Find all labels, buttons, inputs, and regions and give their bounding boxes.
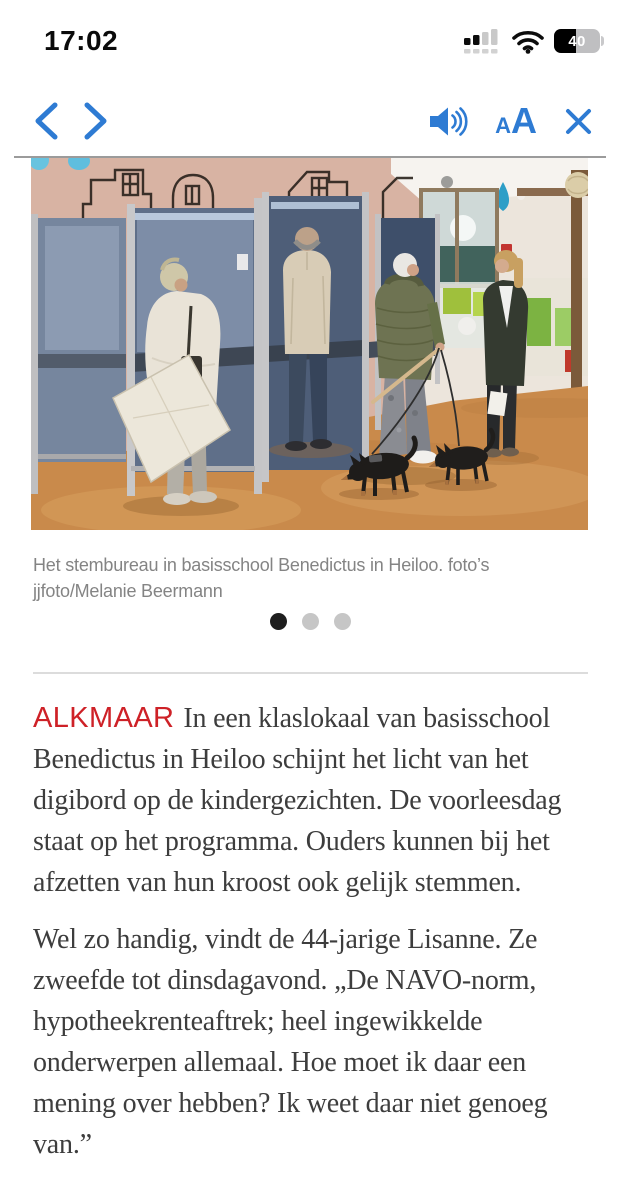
article-paragraph-2: Wel zo handig, vindt de 44-jarige Lisanne. Ze zweefde tot dinsdagavond. „De NAVO-norm, hypotheekrenteaftrek; heel ingewikkelde onderwerpen allemaal. Hoe moet ik daar een mening over hebben? Ik weet daar niet genoeg van.” (33, 924, 548, 1160)
chevron-left-icon (33, 102, 60, 140)
cellular-signal-icon (464, 28, 502, 55)
forward-button[interactable] (82, 102, 109, 140)
battery-percent: 40 (568, 32, 586, 50)
reader-toolbar (0, 62, 620, 156)
text-size-small-a: A (495, 113, 511, 138)
text-size-large-a: A (511, 100, 537, 141)
close-button[interactable] (563, 106, 594, 137)
photo-caption: Het stembureau in basisschool Benedictus in Heiloo. foto’s jjfoto/Melanie Beermann (33, 555, 490, 601)
wifi-icon (511, 29, 545, 54)
photo-scene (31, 158, 588, 530)
paragraph-1-text: In een klaslokaal van basisschool Benedictus in Heiloo schijnt het licht van het digibord op de kindergezichten. De voorleesdag staat op het programma. Ouders kunnen bij het afzetten van hun kroost ook gelijk stemmen. (33, 703, 562, 898)
carousel-dot-3[interactable] (334, 613, 351, 630)
status-icons (464, 28, 604, 55)
back-button[interactable] (33, 102, 60, 140)
read-aloud-button[interactable] (428, 104, 469, 139)
article-paragraph-1 (33, 698, 588, 903)
article-photo[interactable] (31, 158, 588, 530)
dateline: ALKMAAR (33, 702, 175, 734)
close-icon (563, 106, 594, 137)
status-bar (0, 0, 620, 62)
battery-nub (601, 36, 604, 46)
speaker-icon (428, 104, 469, 139)
chevron-right-icon (82, 102, 109, 140)
battery-icon (554, 29, 604, 53)
carousel-dot-2[interactable] (302, 613, 319, 630)
carousel-dots (0, 612, 620, 630)
content-divider (33, 672, 588, 674)
carousel-dot-1[interactable] (270, 613, 287, 630)
article-body (33, 698, 588, 1165)
status-time: 17:02 (44, 25, 119, 56)
text-size-button[interactable] (495, 100, 537, 141)
